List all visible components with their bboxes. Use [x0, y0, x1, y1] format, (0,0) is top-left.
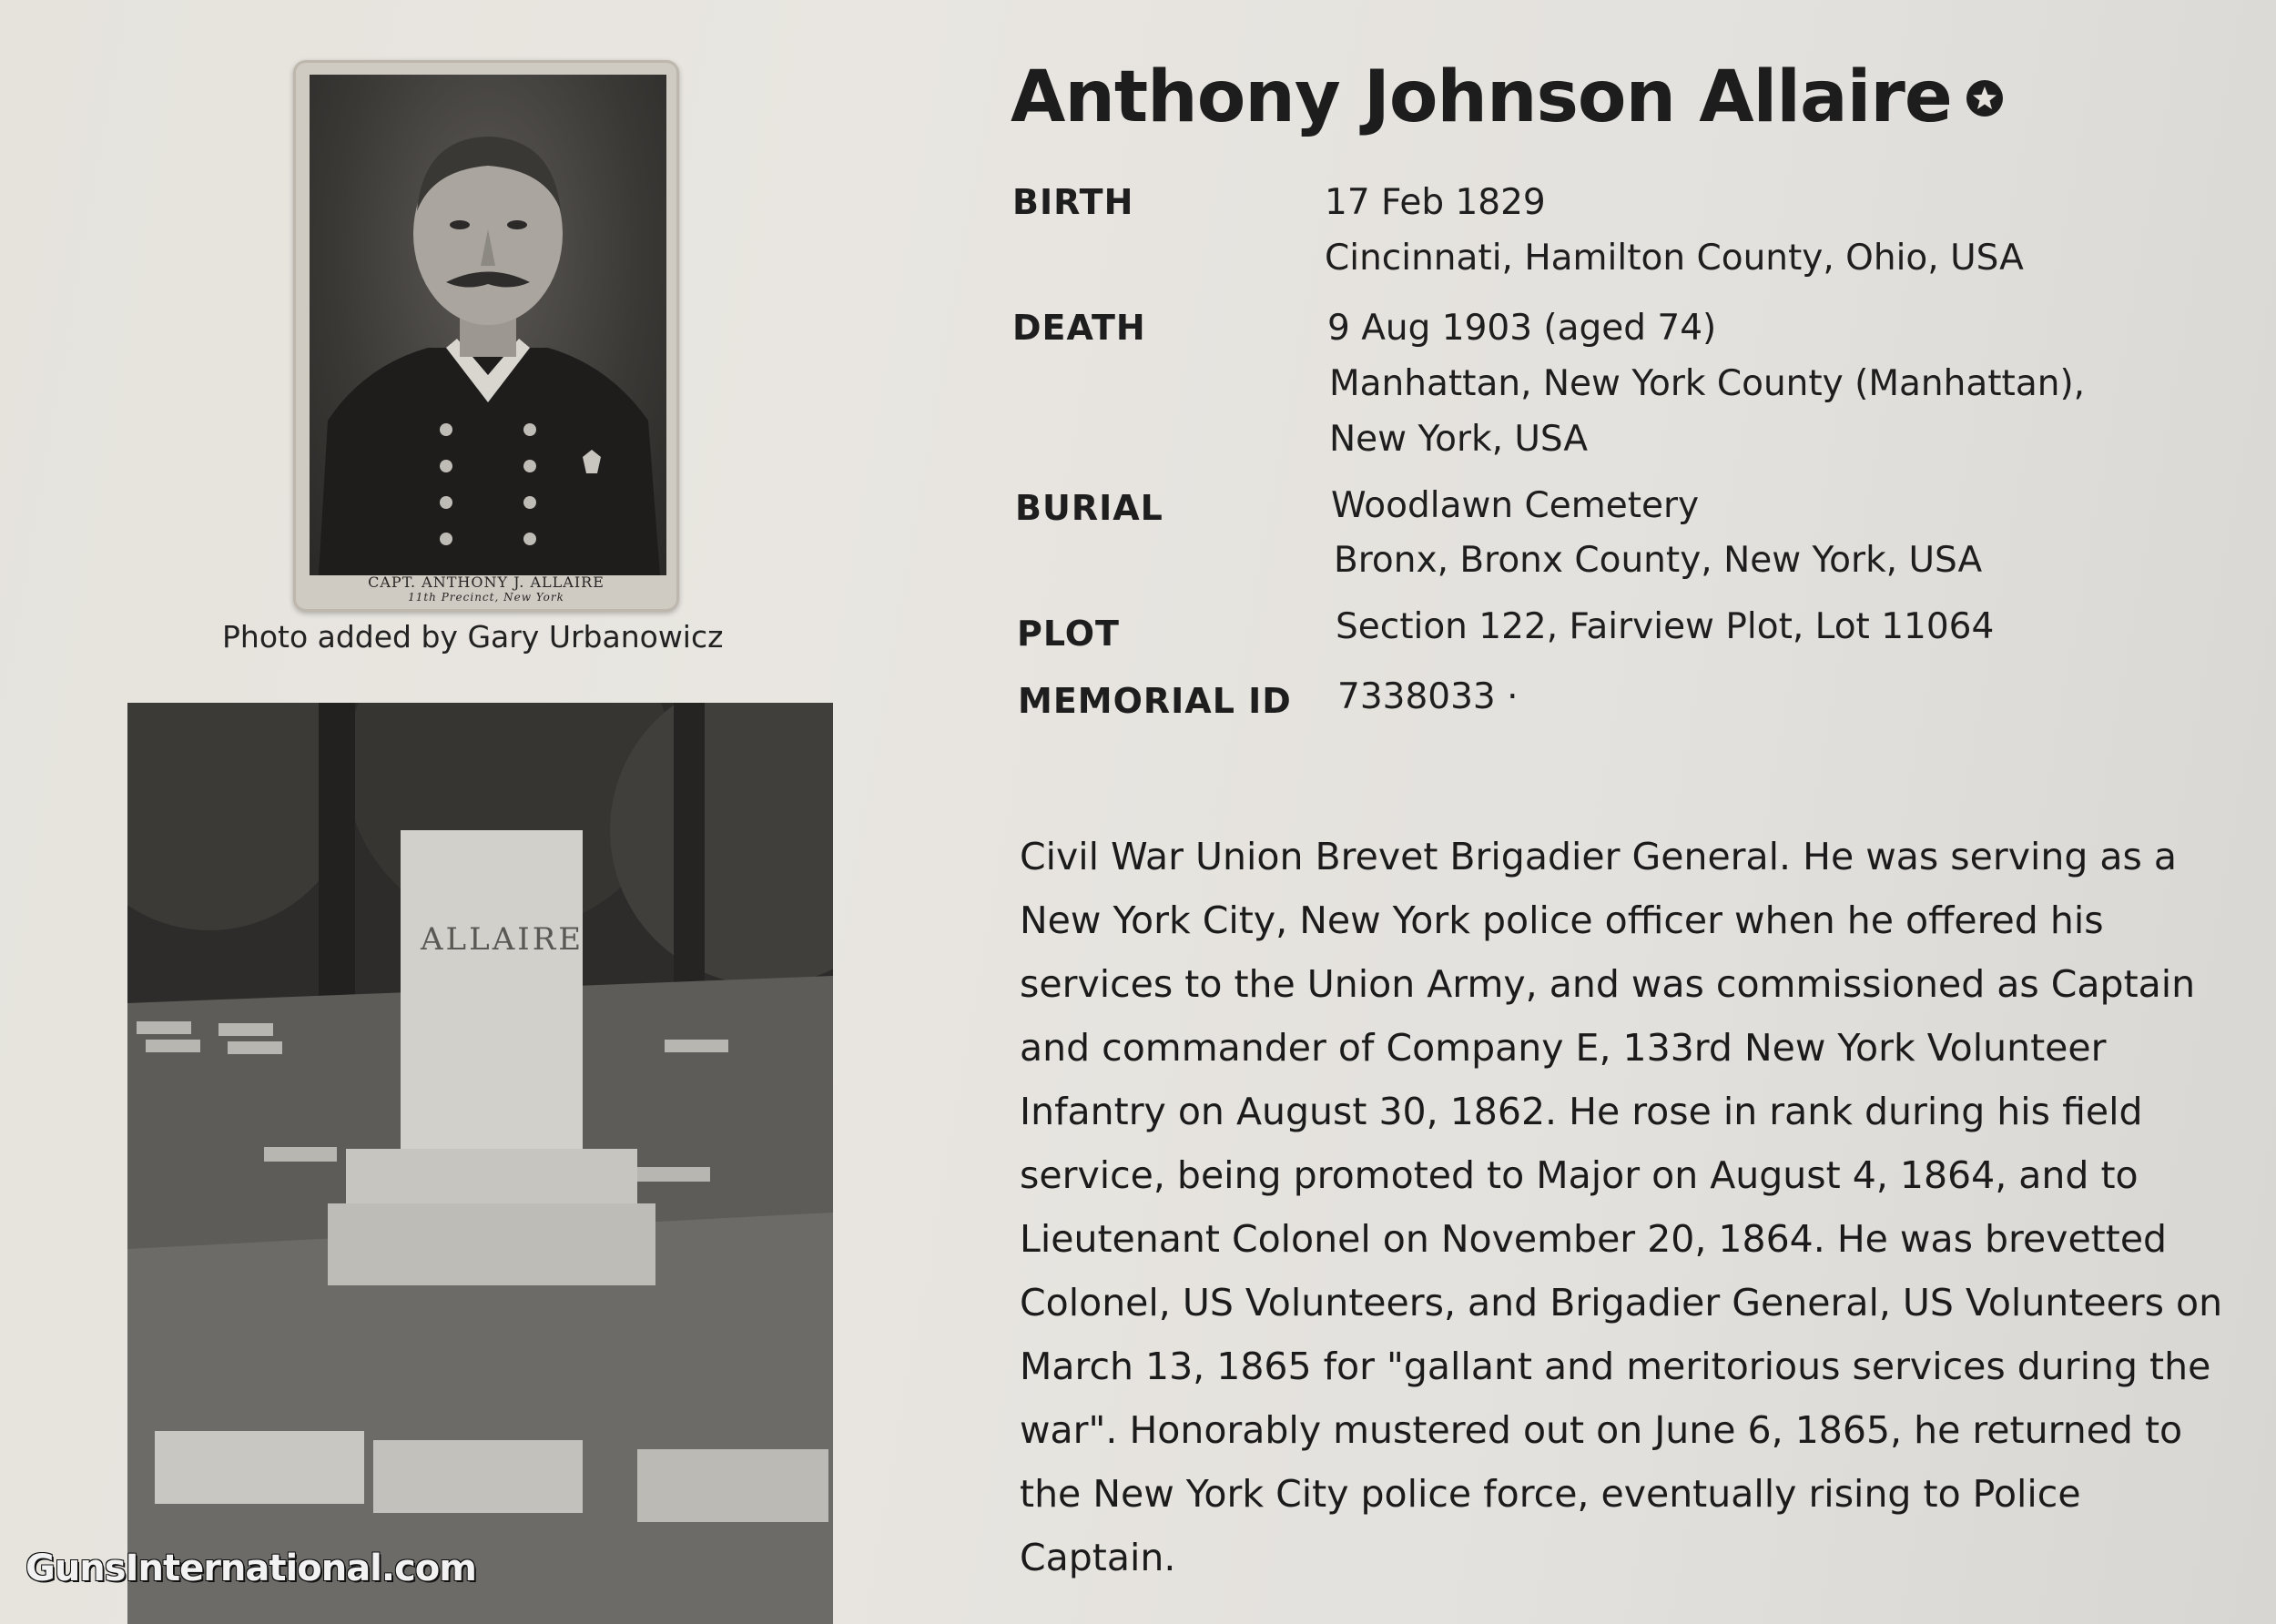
bio-line: Captain. — [1020, 1536, 1176, 1579]
bio-line: Infantry on August 30, 1862. He rose in rank during his field — [1020, 1090, 2143, 1133]
memorial-title — [1011, 56, 2005, 138]
memorial-id-label: MEMORIAL ID — [1018, 681, 1292, 721]
birth-label: BIRTH — [1012, 182, 1134, 222]
burial-label: BURIAL — [1015, 488, 1163, 528]
bio-line: war". Honorably mustered out on June 6, 1865, he returned to — [1020, 1408, 2183, 1452]
death-place-line1[interactable]: Manhattan, New York County (Manhattan), — [1329, 363, 2086, 404]
bio-line: service, being promoted to Major on August 4, 1864, and to — [1020, 1153, 2139, 1197]
birth-place[interactable]: Cincinnati, Hamilton County, Ohio, USA — [1325, 238, 2024, 279]
death-date: 9 Aug 1903 (aged 74) — [1327, 308, 1717, 349]
photo-credit: Photo added by Gary Urbanowicz — [222, 619, 724, 655]
birth-date: 17 Feb 1829 — [1325, 182, 1546, 223]
death-place-line2[interactable]: New York, USA — [1329, 419, 1589, 460]
plot-label: PLOT — [1017, 614, 1120, 654]
death-label: DEATH — [1012, 308, 1146, 348]
headstone-illustration — [127, 703, 833, 1624]
bio-line: New York City, New York police officer when he offered his — [1020, 898, 2104, 942]
star-badge-icon[interactable] — [1965, 78, 2005, 118]
portrait-illustration — [310, 75, 666, 575]
bio-line: Lieutenant Colonel on November 20, 1864. He was brevetted — [1020, 1217, 2168, 1261]
portrait-caption — [293, 575, 679, 604]
portrait-photo[interactable] — [293, 60, 679, 612]
memorial-id-value: 7338033 · — [1337, 676, 1519, 717]
burial-place[interactable]: Bronx, Bronx County, New York, USA — [1334, 540, 1983, 581]
biography — [1020, 825, 2240, 1589]
bio-line: March 13, 1865 for "gallant and meritorious services during the — [1020, 1345, 2211, 1388]
portrait-caption-name: CAPT. ANTHONY J. ALLAIRE — [368, 573, 605, 591]
portrait-caption-precinct: 11th Precinct, New York — [408, 591, 564, 604]
portrait-image — [310, 75, 666, 575]
headstone-photo[interactable] — [127, 703, 833, 1624]
bio-line: Civil War Union Brevet Brigadier General. He was serving as a — [1020, 835, 2178, 878]
bio-line: and commander of Company E, 133rd New York Volunteer — [1020, 1026, 2107, 1070]
burial-cemetery[interactable]: Woodlawn Cemetery — [1331, 485, 1700, 526]
watermark: GunsInternational.com — [25, 1548, 476, 1589]
headstone-inscription: ALLAIRE — [421, 921, 584, 958]
person-name: Anthony Johnson Allaire — [1011, 56, 1952, 138]
bio-line: services to the Union Army, and was commissioned as Captain — [1020, 962, 2196, 1006]
plot-value: Section 122, Fairview Plot, Lot 11064 — [1336, 606, 1995, 647]
bio-line: the New York City police force, eventually rising to Police — [1020, 1472, 2081, 1516]
bio-line: Colonel, US Volunteers, and Brigadier General, US Volunteers on — [1020, 1281, 2223, 1325]
